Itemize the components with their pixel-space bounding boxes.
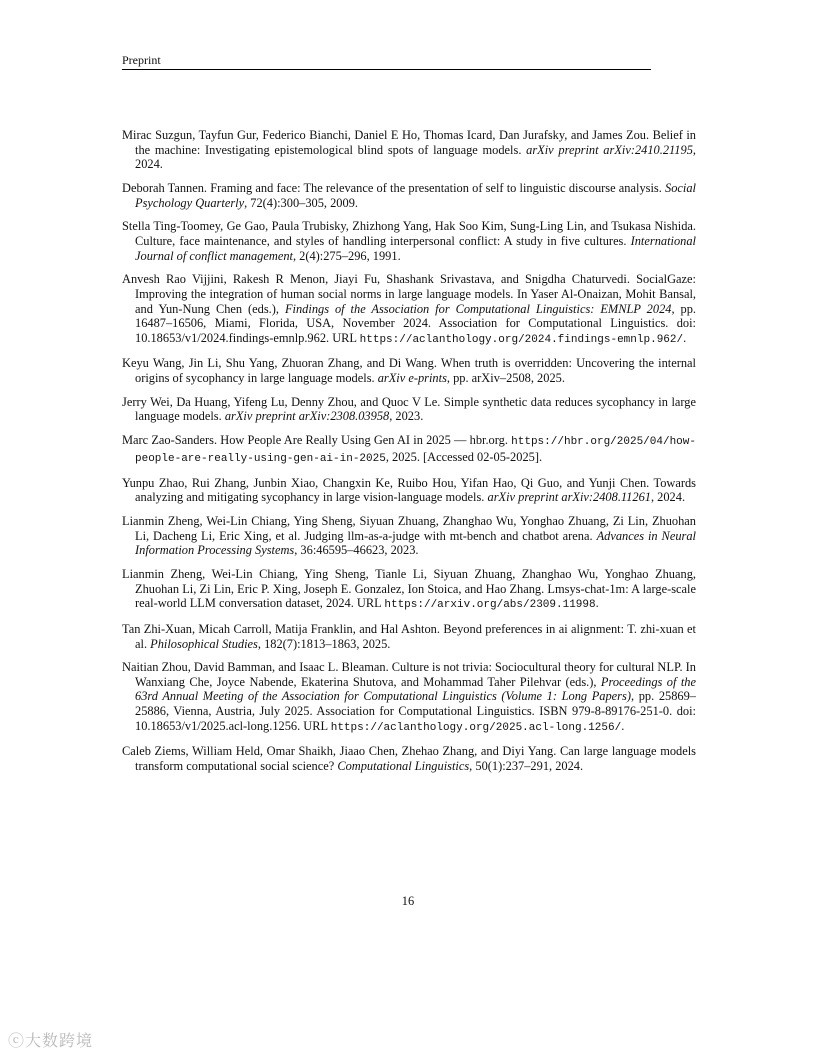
watermark-text: 大数跨境 bbox=[25, 1031, 94, 1050]
running-header bbox=[122, 53, 651, 70]
reference-url-link[interactable]: https://aclanthology.org/2024.findings-emnlp.962/ bbox=[359, 333, 684, 346]
reference-url-link[interactable]: https://aclanthology.org/2025.acl-long.1256/ bbox=[330, 721, 622, 734]
page-number: 16 bbox=[401, 894, 415, 908]
running-title: Preprint bbox=[122, 53, 161, 67]
reference-item: Lianmin Zheng, Wei-Lin Chiang, Ying Sheng, Tianle Li, Siyuan Zhuang, Zhanghao Wu, Yonghao Zhuang, Zhuohan Li, Zi Lin, Eric P. Xing, Joseph E. Gonzalez, Ion Stoica, and Hao Zhang. Lmsys-chat-1m: A large-scale real-world LLM conversation dataset, 2024. URL https://arxiv.org/abs/2309.11998. bbox=[122, 566, 696, 612]
reference-url-link[interactable]: https://arxiv.org/abs/2309.11998 bbox=[384, 599, 596, 612]
reference-item: Stella Ting-Toomey, Ge Gao, Paula Trubisky, Zhizhong Yang, Hak Soo Kim, Sung-Ling Lin, and Tsukasa Nishida. Culture, face maintenance, and styles of handling interpersonal conflict: A study in five cultures. International Journal of conflict management, 2(4):275–296, 1991. bbox=[122, 219, 696, 263]
watermark bbox=[8, 1028, 93, 1051]
reference-item: Keyu Wang, Jin Li, Shu Yang, Zhuoran Zhang, and Di Wang. When truth is overridden: Uncovering the internal origins of sycophancy in large language models. arXiv e-prints, pp. arXiv–2508, 2025. bbox=[122, 356, 696, 386]
reference-item: Anvesh Rao Vijjini, Rakesh R Menon, Jiayi Fu, Shashank Srivastava, and Snigdha Chaturvedi. SocialGaze: Improving the integration of human social norms in large language models. In Yaser Al-Onaizan, Mohit Bansal, and Yun-Nung Chen (eds.), Findings of the Association for Computational Linguistics: EMNLP 2024, pp. 16487–16506, Miami, Florida, USA, November 2024. Association for Computational Linguistics. doi: 10.18653/v1/2024.findings-emnlp.962. URL https://aclanthology.org/2024.findings-emnlp.962/. bbox=[122, 272, 696, 346]
reference-item: Tan Zhi-Xuan, Micah Carroll, Matija Franklin, and Hal Ashton. Beyond preferences in ai alignment: T. zhi-xuan et al. Philosophical Studies, 182(7):1813–1863, 2025. bbox=[122, 621, 696, 651]
reference-list bbox=[122, 128, 696, 783]
reference-item: Caleb Ziems, William Held, Omar Shaikh, Jiaao Chen, Zhehao Zhang, and Diyi Yang. Can large language models transform computational social science? Computational Linguistics, 50(1):237–291, 2024. bbox=[122, 744, 696, 774]
reference-item: Mirac Suzgun, Tayfun Gur, Federico Bianchi, Daniel E Ho, Thomas Icard, Dan Jurafsky, and James Zou. Belief in the machine: Investigating epistemological blind spots of language models. arXiv preprint arXiv:2410.21195, 2024. bbox=[122, 128, 696, 172]
reference-item: Yunpu Zhao, Rui Zhang, Junbin Xiao, Changxin Ke, Ruibo Hou, Yifan Hao, Qi Guo, and Yunji Chen. Towards analyzing and mitigating sycophancy in large vision-language models. arXiv preprint arXiv:2408.11261, 2024. bbox=[122, 475, 696, 505]
reference-item: Jerry Wei, Da Huang, Yifeng Lu, Denny Zhou, and Quoc V Le. Simple synthetic data reduces sycophancy in large language models. arXiv preprint arXiv:2308.03958, 2023. bbox=[122, 394, 697, 424]
reference-item: Lianmin Zheng, Wei-Lin Chiang, Ying Sheng, Siyuan Zhuang, Zhanghao Wu, Yonghao Zhuang, Zi Lin, Zhuohan Li, Dacheng Li, Eric Xing, et al. Judging llm-as-a-judge with mt-bench and chatbot arena. Advances in Neural Information Processing Systems, 36:46595–46623, 2023. bbox=[122, 513, 696, 558]
reference-item: Marc Zao-Sanders. How People Are Really Using Gen AI in 2025 — hbr.org. https://hbr.org/2025/04/how-people-are-really-using-gen-ai-in-2025, 2025. [Accessed 02-05-2025]. bbox=[122, 433, 696, 465]
watermark-logo-icon: ⓒ bbox=[8, 1031, 26, 1050]
reference-item: Deborah Tannen. Framing and face: The relevance of the presentation of self to linguistic discourse analysis. Social Psychology Quarterly, 72(4):300–305, 2009. bbox=[122, 180, 696, 210]
reference-item: Naitian Zhou, David Bamman, and Isaac L. Bleaman. Culture is not trivia: Sociocultural theory for cultural NLP. In Wanxiang Che, Joyce Nabende, Ekaterina Shutova, and Mohammad Taher Pilehvar (eds.), Proceedings of the 63rd Annual Meeting of the Association for Computational Linguistics (Volume 1: Long Papers), pp. 25869–25886, Vienna, Austria, July 2025. Association for Computational Linguistics. ISBN 979-8-89176-251-0. doi: 10.18653/v1/2025.acl-long.1256. URL https://aclanthology.org/2025.acl-long.1256/. bbox=[122, 660, 696, 734]
reference-url-link[interactable]: https://hbr.org/2025/04/how-people-are-really-using-gen-ai-in-2025 bbox=[135, 436, 696, 465]
